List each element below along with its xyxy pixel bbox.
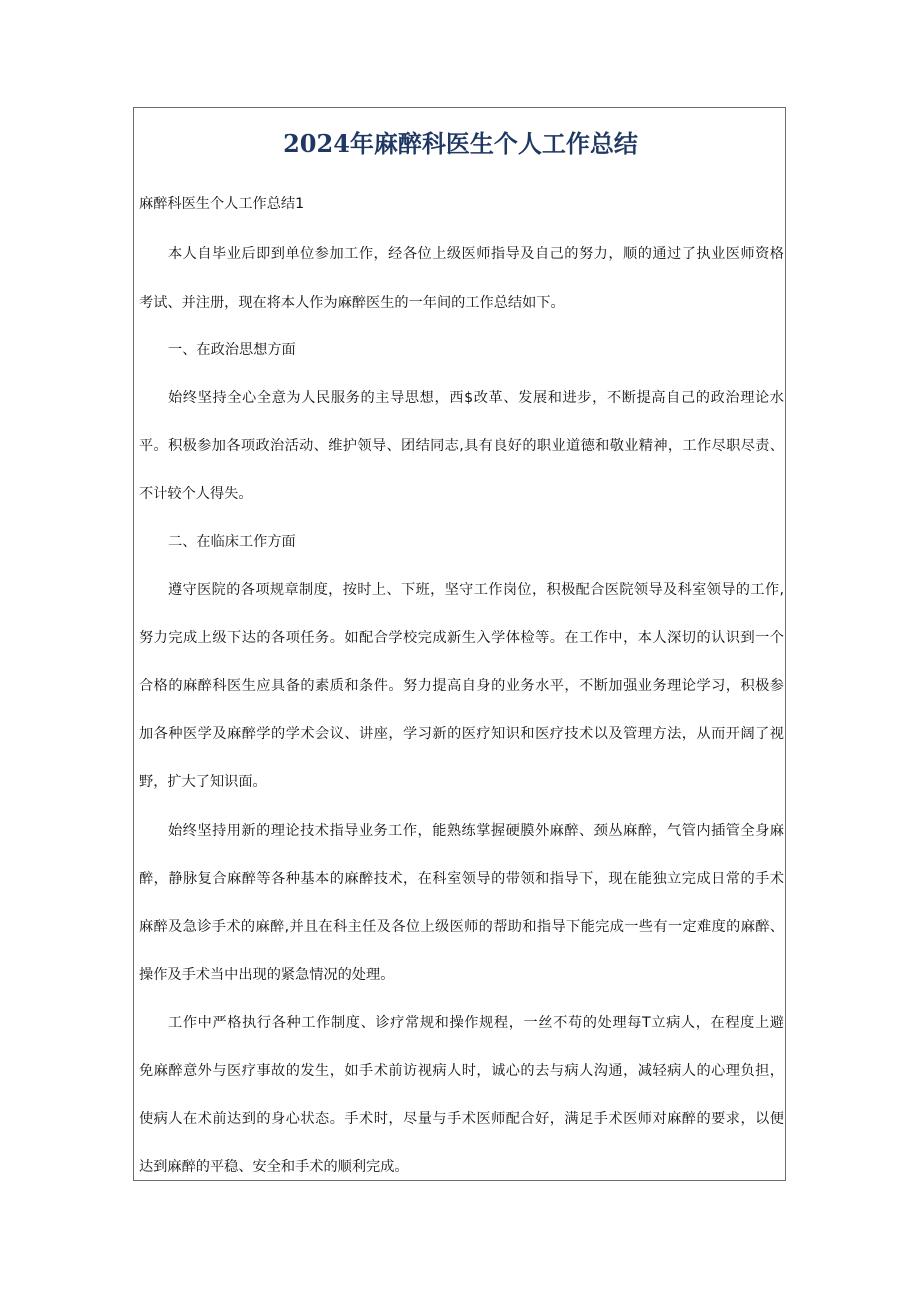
paragraph-line: 操作及手术当中出现的紧急情况的处理。 <box>139 967 395 983</box>
subsection-heading: 一、在政治思想方面 <box>168 342 296 358</box>
paragraph-line: 遵守医院的各项规章制度，按时上、下班，坚守工作岗位，积极配合医院领导及科室领导的工作, <box>168 582 784 598</box>
paragraph-line: 醉，静脉复合麻醉等各种基本的麻醉技术，在科室领导的带领和指导下，现在能独立完成日常的手术 <box>139 871 784 887</box>
paragraph-line: 始终坚持全心全意为人民服务的主导思想，西$改革、发展和进步，不断提高自己的政治理论水 <box>168 390 784 406</box>
paragraph-line: 免麻醉意外与医疗事故的发生，如手术前访视病人时，诚心的去与病人沟通，减轻病人的心理负担， <box>139 1063 784 1079</box>
paragraph-line: 达到麻醉的平稳、安全和手术的顺利完成。 <box>139 1159 409 1175</box>
document-title: 2024年麻醉科医生个人工作总结 <box>283 129 638 158</box>
paragraph-line: 加各种医学及麻醉学的学术会议、讲座，学习新的医疗知识和医疗技术以及管理方法，从而开阔了视 <box>139 726 784 742</box>
paragraph-line: 考试、并注册，现在将本人作为麻醉医生的一年间的工作总结如下。 <box>139 295 565 311</box>
paragraph-line: 努力完成上级下达的各项任务。如配合学校完成新生入学体检等。在工作中，本人深切的认识到一个 <box>139 630 784 646</box>
paragraph-line: 野，扩大了知识面。 <box>139 774 267 790</box>
paragraph-line: 合格的麻醉科医生应具备的素质和条件。努力提高自身的业务水平，不断加强业务理论学习，积极参 <box>139 678 784 694</box>
paragraph-line: 工作中严格执行各种工作制度、诊疗常规和操作规程，一丝不苟的处理每T立病人，在程度上避 <box>168 1015 784 1031</box>
paragraph-line: 麻醉及急诊手术的麻醉,并且在科主任及各位上级医师的帮助和指导下能完成一些有一定难度的麻醉、 <box>139 919 784 935</box>
paragraph-line: 不计较个人得失。 <box>139 486 253 502</box>
document-page <box>133 107 786 1181</box>
paragraph-line: 平。积极参加各项政治活动、维护领导、团结同志,具有良好的职业道德和敬业精神，工作尽职尽责、 <box>139 438 784 454</box>
section-heading: 麻醉科医生个人工作总结1 <box>139 196 305 212</box>
paragraph-line: 本人自毕业后即到单位参加工作，经各位上级医师指导及自己的努力，顺的通过了执业医师资格 <box>168 246 784 262</box>
subsection-heading: 二、在临床工作方面 <box>168 534 296 550</box>
paragraph-line: 使病人在术前达到的身心状态。手术时，尽量与手术医师配合好，满足手术医师对麻醉的要求，以便 <box>139 1111 784 1127</box>
paragraph-line: 始终坚持用新的理论技术指导业务工作，能熟练掌握硬膜外麻醉、颈丛麻醉，气管内插管全身麻 <box>168 823 784 839</box>
